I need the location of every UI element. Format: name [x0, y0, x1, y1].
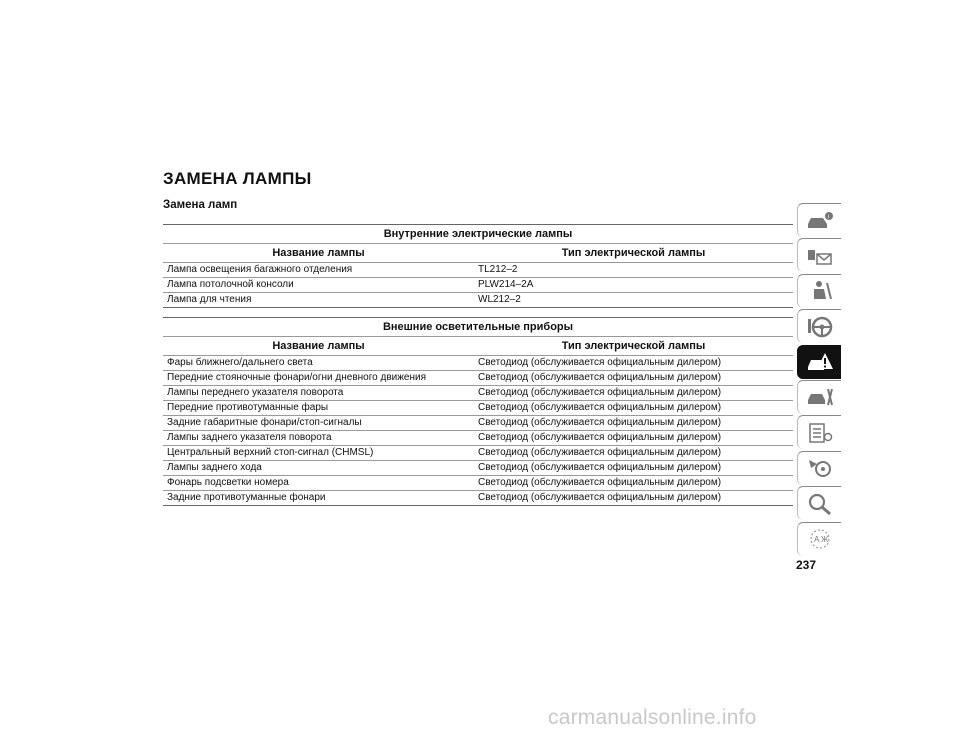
lamp-type-cell: TL212–2: [474, 263, 793, 278]
lamp-name-cell: Лампы переднего указателя поворота: [163, 386, 474, 401]
table-row: [163, 461, 793, 476]
lamp-type-cell: Светодиод (обслуживается официальным дилером): [474, 491, 793, 506]
car-info-icon: [805, 209, 835, 233]
table-row: [163, 476, 793, 491]
lamp-type-cell: Светодиод (обслуживается официальным дилером): [474, 476, 793, 491]
car-mail-icon: [805, 244, 835, 268]
column-header-lamp-type: Тип электрической лампы: [474, 244, 793, 263]
svg-text:A: A: [813, 535, 819, 545]
table-row: [163, 371, 793, 386]
table-caption: Внешние осветительные приборы: [163, 318, 793, 337]
table-row: [163, 293, 793, 308]
lamp-name-cell: Лампа для чтения: [163, 293, 474, 308]
search-index-icon: [805, 492, 835, 516]
table-row: [163, 386, 793, 401]
lamp-name-cell: Лампа освещения багажного отделения: [163, 263, 474, 278]
chapter-tabs: [797, 203, 841, 557]
chapter-tab-search[interactable]: [797, 486, 841, 520]
svg-text:Ж: Ж: [820, 535, 828, 545]
chapter-tab-steering[interactable]: [797, 309, 841, 343]
lamp-type-cell: Светодиод (обслуживается официальным дилером): [474, 386, 793, 401]
column-header-lamp-type: Тип электрической лампы: [474, 337, 793, 356]
table-row: [163, 401, 793, 416]
page-title: ЗАМЕНА ЛАМПЫ: [163, 169, 312, 188]
lamp-type-cell: WL212–2: [474, 293, 793, 308]
spec-list-icon: [805, 421, 835, 445]
lamp-name-cell: Фонарь подсветки номера: [163, 476, 474, 491]
internal-lamps-table: [163, 224, 793, 308]
table-row: [163, 491, 793, 506]
table-row: [163, 263, 793, 278]
lamp-type-cell: Светодиод (обслуживается официальным дилером): [474, 431, 793, 446]
language-icon: [805, 527, 835, 551]
chapter-tab-car-mail[interactable]: [797, 238, 841, 272]
column-header-lamp-name: Название лампы: [163, 337, 474, 356]
lamp-type-cell: Светодиод (обслуживается официальным дилером): [474, 446, 793, 461]
lamp-type-cell: Светодиод (обслуживается официальным дилером): [474, 461, 793, 476]
chapter-tab-car-service[interactable]: [797, 380, 841, 414]
lamp-name-cell: Лампы заднего указателя поворота: [163, 431, 474, 446]
table-row: [163, 416, 793, 431]
chapter-tab-spec-list[interactable]: [797, 415, 841, 449]
seat-safety-icon: [805, 279, 835, 303]
external-lamps-table: [163, 317, 793, 506]
lamp-name-cell: Передние противотуманные фары: [163, 401, 474, 416]
section-subtitle: Замена ламп: [163, 199, 238, 211]
table-caption: Внутренние электрические лампы: [163, 225, 793, 244]
chapter-tab-language[interactable]: [797, 522, 841, 556]
steering-wheel-icon: [805, 315, 835, 339]
table-row: [163, 431, 793, 446]
chapter-tab-media[interactable]: [797, 451, 841, 485]
svg-text:i: i: [827, 214, 829, 220]
lamp-name-cell: Лампы заднего хода: [163, 461, 474, 476]
watermark: carmanualsonline.info: [548, 706, 757, 729]
lamp-name-cell: Лампа потолочной консоли: [163, 278, 474, 293]
lamp-name-cell: Задние габаритные фонари/стоп-сигналы: [163, 416, 474, 431]
table-row: [163, 446, 793, 461]
media-icon: [805, 456, 835, 480]
column-header-lamp-name: Название лампы: [163, 244, 474, 263]
lamp-type-cell: Светодиод (обслуживается официальным дилером): [474, 356, 793, 371]
lamp-name-cell: Центральный верхний стоп-сигнал (CHMSL): [163, 446, 474, 461]
lamp-type-cell: Светодиод (обслуживается официальным дилером): [474, 416, 793, 431]
lamp-type-cell: Светодиод (обслуживается официальным дилером): [474, 401, 793, 416]
chapter-tab-car-info[interactable]: [797, 203, 841, 237]
car-warning-icon: [805, 350, 835, 374]
lamp-name-cell: Фары ближнего/дальнего света: [163, 356, 474, 371]
car-service-icon: [805, 385, 835, 409]
lamp-type-cell: PLW214–2A: [474, 278, 793, 293]
lamp-name-cell: Задние противотуманные фонари: [163, 491, 474, 506]
table-row: [163, 356, 793, 371]
page-number: 237: [796, 558, 817, 572]
lamp-type-cell: Светодиод (обслуживается официальным дилером): [474, 371, 793, 386]
chapter-tab-seat-safety[interactable]: [797, 274, 841, 308]
chapter-tab-car-warning[interactable]: [797, 345, 841, 379]
lamp-name-cell: Передние стояночные фонари/огни дневного движения: [163, 371, 474, 386]
table-row: [163, 278, 793, 293]
